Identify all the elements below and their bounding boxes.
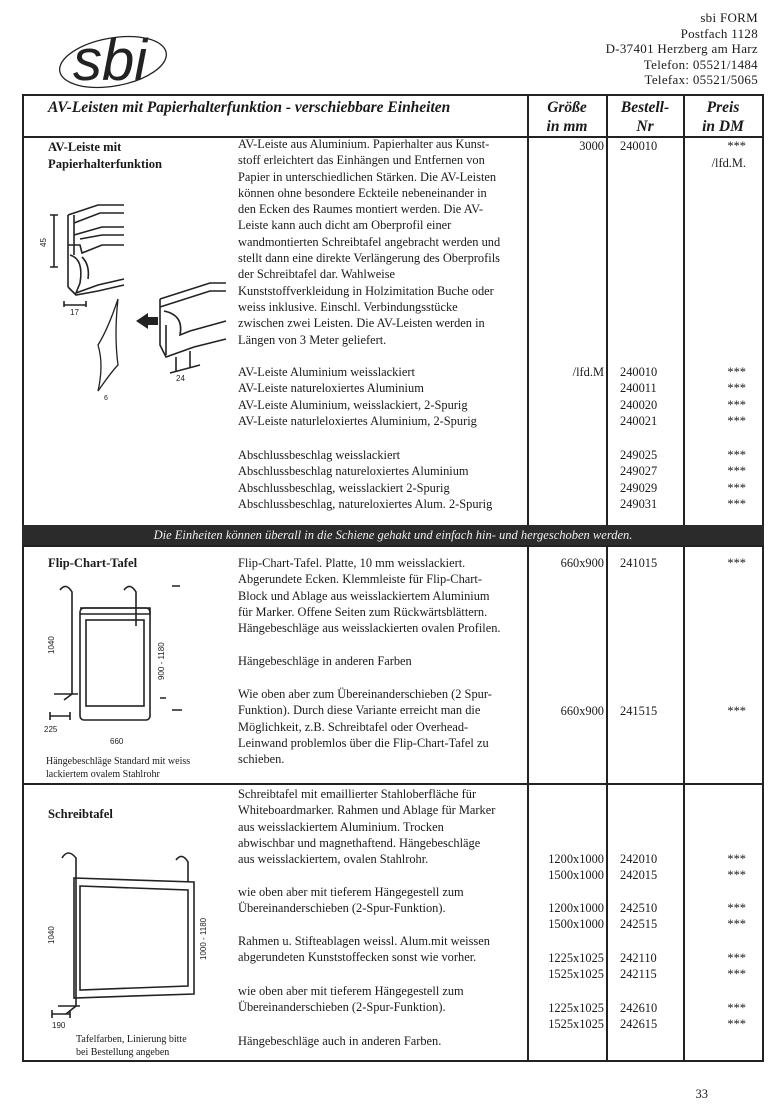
section2-description-line: Hängebeschläge aus weisslackierten ovalen Profilen.: [238, 621, 501, 636]
fitting-name: Abschlussbeschlag, natureloxiertes Alum. 2-Spurig: [238, 496, 493, 511]
section2-description-line: Flip-Chart-Tafel. Platte, 10 mm weisslackiert.: [238, 556, 466, 570]
section2-variant-line: schieben.: [238, 752, 285, 767]
section3-description-line: Schreibtafel mit emaillierter Stahloberfläche für: [238, 787, 477, 801]
section2-variant-line: Leinwand problemlos über die Flip-Chart-Tafel zu: [238, 735, 489, 750]
svg-text:24: 24: [176, 374, 185, 383]
flip-chart-drawing: [40, 576, 230, 752]
item-name: AV-Leiste Aluminium weisslackiert: [238, 365, 415, 379]
section2-nr: 241015: [620, 556, 658, 570]
company-name: sbi FORM: [700, 10, 758, 25]
section1-description-line: stellt dann eine direkte Verlängerung des Oberprofils: [238, 251, 500, 266]
section2-variant-size: 660x900: [560, 704, 604, 718]
section3-rows2-size: 1500x1000: [548, 917, 604, 932]
section1-description-line: AV-Leiste aus Aluminium. Papierhalter aus Kunst-: [238, 137, 490, 151]
section1-size: 3000: [579, 139, 604, 153]
section1-fittings-price: [690, 447, 746, 512]
section1-items-price: [690, 364, 746, 429]
section3-rows2-size: 1200x1000: [548, 901, 604, 915]
svg-text:6: 6: [104, 395, 108, 402]
section3-rows4-size: 1225x1025: [548, 1001, 604, 1015]
svg-text:190: 190: [52, 1021, 66, 1030]
bottom-rule: [22, 1060, 764, 1062]
section3-rows3-nr: 242110: [620, 951, 657, 965]
fitting-price: ***: [727, 480, 746, 495]
postbox: Postfach 1128: [680, 25, 758, 41]
section3-rows2-row: [528, 916, 746, 932]
city: D-37401 Herzberg am Harz: [605, 41, 758, 56]
right-border: [762, 94, 764, 1061]
page-number: 33: [695, 1087, 708, 1101]
fitting-name: Abschlussbeschlag weisslackiert: [238, 448, 401, 462]
av-leiste-drawing: [40, 195, 230, 445]
section2-variant-line: Funktion). Durch diese Variante erreicht man die: [238, 703, 481, 718]
item-price: ***: [727, 365, 746, 379]
fitting-nr: 249031: [620, 496, 658, 511]
fitting-nr: 249029: [620, 480, 658, 495]
fitting-price: ***: [727, 496, 746, 511]
section3-rows4-row: [528, 1016, 746, 1032]
logo-text: sbi: [73, 28, 148, 93]
section3-caption: Tafelfarben, Linierung bitte bei Bestellung angeben: [76, 1034, 187, 1058]
section3-rows-4: [528, 1000, 746, 1033]
section-rule: [22, 783, 764, 785]
section1-description-line: stoff erleichtert das Einhängen und Entfernen von: [238, 153, 485, 168]
section1-description: [238, 136, 528, 348]
section3-other-colors: Hängebeschläge auch in anderen Farben.: [238, 1034, 442, 1048]
svg-text:1040: 1040: [47, 926, 56, 944]
section1-description-line: Längen von 3 Meter geliefert.: [238, 332, 387, 347]
section3-description-line: abwischbar und magnethaftend. Hängebeschläge: [238, 835, 481, 850]
section3-variant-3: [238, 983, 528, 1016]
section3-rows4-nr: 242615: [620, 1017, 658, 1032]
section2-variant-nr: 241515: [620, 704, 658, 718]
info-band: Die Einheiten können überall in die Schiene gehakt und einfach hin- und hergeschoben werden.: [22, 525, 764, 545]
section1-description-line: Papier in unterschiedlichen Stärken. Die AV-Leisten: [238, 169, 497, 184]
section3-description-line: aus weisslackiertem Aluminium. Trocken: [238, 819, 444, 834]
section3-rows3-row: [528, 950, 746, 966]
section3-rows4-row: [528, 1000, 746, 1016]
svg-text:900 - 1180: 900 - 1180: [157, 642, 166, 680]
section3-rows2-price: ***: [727, 901, 746, 915]
item-nr: 240021: [620, 413, 658, 428]
section3-variant1-line: Übereinanderschieben (2-Spur-Funktion).: [238, 901, 446, 916]
section3-rows4-price: ***: [727, 1017, 746, 1032]
section3-description-line: aus weisslackiertem, ovalen Stahlrohr.: [238, 852, 429, 867]
section3-rows-2: [528, 900, 746, 933]
sbi-logo: [55, 14, 173, 94]
section2-other-colors: Hängebeschläge in anderen Farben: [238, 654, 412, 668]
col-rule-2b: [606, 545, 608, 1061]
order-nr-header: Bestell- Nr: [620, 99, 670, 135]
section3-rows1-price: ***: [727, 852, 746, 866]
section2-variant-line: Wie oben aber zum Übereinanderschieben (2 Spur-: [238, 687, 492, 701]
item-price: ***: [727, 397, 746, 412]
section3-rows1-size: 1200x1000: [548, 852, 604, 866]
section3-variant-2: [238, 933, 528, 966]
size-header: Größe in mm: [546, 99, 588, 135]
svg-text:1040: 1040: [47, 636, 56, 654]
left-border: [22, 94, 24, 1061]
section2-title: Flip-Chart-Tafel: [48, 556, 138, 570]
phone: Telefon: 05521/1484: [643, 56, 758, 72]
section1-items-size: /lfd.M: [572, 365, 604, 379]
section3-rows3-price: ***: [727, 951, 746, 965]
section3-rows2-row: [528, 900, 746, 916]
section3-rows4-nr: 242610: [620, 1001, 658, 1015]
section1-items-nr: [620, 364, 680, 429]
section3-variant-1: [238, 884, 528, 917]
section1-fittings: [238, 447, 528, 512]
item-nr: 240020: [620, 397, 658, 412]
section3-rows-3: [528, 950, 746, 983]
section3-rows1-size: 1500x1000: [548, 868, 604, 883]
fitting-price: ***: [727, 464, 746, 479]
section3-variant2-line: Rahmen u. Stifteablagen weissl. Alum.mit weissen: [238, 934, 490, 948]
section3-rows3-size: 1525x1025: [548, 967, 604, 982]
section3-rows4-size: 1525x1025: [548, 1017, 604, 1032]
section2-variant: [238, 686, 528, 767]
top-rule: [22, 94, 764, 96]
section2-variant-price: ***: [727, 704, 746, 718]
table-title: AV-Leisten mit Papierhalterfunktion - verschiebbare Einheiten: [48, 99, 451, 116]
item-name: AV-Leiste naturleloxiertes Aluminium, 2-Spurig: [238, 413, 477, 428]
schreibtafel-drawing: [40, 838, 230, 1028]
section2-size: 660x900: [560, 556, 604, 570]
svg-text:45: 45: [39, 238, 48, 247]
section1-price-unit: /lfd.M.: [711, 156, 746, 170]
section3-rows3-price: ***: [727, 967, 746, 982]
col-rule-3b: [683, 545, 685, 1061]
section3-description: [238, 786, 528, 867]
section1-description-line: Leiste kann auch dicht am Oberprofil einer: [238, 218, 452, 233]
section1-description-line: den Ecken des Raumes montiert werden. Die AV-: [238, 202, 484, 217]
section2-description-line: für Marker. Offene Seiten zum Rückwärtsblättern.: [238, 604, 488, 619]
section3-rows1-row: [528, 851, 746, 867]
section2-price: ***: [727, 556, 746, 570]
section1-items: [238, 364, 528, 429]
section2-description: [238, 555, 528, 636]
section3-rows1-nr: 242015: [620, 868, 658, 883]
section3-rows1-row: [528, 867, 746, 883]
svg-text:225: 225: [44, 725, 58, 734]
fitting-name: Abschlussbeschlag natureloxiertes Aluminium: [238, 464, 469, 479]
fitting-nr: 249025: [620, 448, 658, 462]
item-name: AV-Leiste Aluminium, weisslackiert, 2-Spurig: [238, 397, 468, 412]
svg-text:17: 17: [70, 308, 79, 317]
item-name: AV-Leiste natureloxiertes Aluminium: [238, 381, 424, 396]
section2-variant-line: Möglichkeit, z.B. Schreibtafel oder Overhead-: [238, 719, 469, 734]
price-header: Preis in DM: [702, 99, 744, 135]
section3-variant3-line: Übereinanderschieben (2-Spur-Funktion).: [238, 1000, 446, 1015]
company-address: [606, 10, 758, 88]
section3-rows3-nr: 242115: [620, 967, 657, 982]
section3-rows1-nr: 242010: [620, 852, 658, 866]
band-bottom-rule: [22, 545, 764, 547]
section1-description-line: Kunststoffverkleidung in Holzimitation Buche oder: [238, 283, 494, 298]
section3-title: Schreibtafel: [48, 807, 113, 821]
section1-price: ***: [727, 139, 746, 153]
section3-variant1-line: wie oben aber mit tieferem Hängegestell zum: [238, 885, 464, 899]
section1-title: AV-Leiste mit Papierhalterfunktion: [48, 140, 163, 171]
section2-description-line: Abgerundete Ecken. Klemmleiste für Flip-Chart-: [238, 572, 482, 587]
svg-text:660: 660: [110, 737, 124, 746]
section1-fittings-nr: [620, 447, 680, 512]
section3-rows3-size: 1225x1025: [548, 951, 604, 965]
section1-description-line: können ohne besondere Eckteile nebeneinander in: [238, 185, 487, 200]
item-price: ***: [727, 381, 746, 396]
section3-rows-1: [528, 851, 746, 884]
col-rule-3a: [683, 94, 685, 525]
section3-variant3-line: wie oben aber mit tieferem Hängegestell zum: [238, 984, 464, 998]
section3-rows2-price: ***: [727, 917, 746, 932]
fitting-nr: 249027: [620, 464, 658, 479]
col-rule-2a: [606, 94, 608, 525]
section3-rows1-price: ***: [727, 868, 746, 883]
section1-description-line: der Schreibtafel dar. Wahlweise: [238, 267, 396, 282]
section3-rows2-nr: 242515: [620, 917, 658, 932]
section3-variant2-line: abgerundeten Kunststoffecken sonst wie vorher.: [238, 950, 477, 965]
section3-description-line: Whiteboardmarker. Rahmen und Ablage für Marker: [238, 803, 496, 818]
section1-description-line: weiss inklusive. Einschl. Verbindungsstücke: [238, 299, 458, 314]
section1-nr: 240010: [620, 139, 658, 153]
section3-rows3-row: [528, 966, 746, 982]
fitting-price: ***: [727, 448, 746, 462]
section2-description-line: Block und Ablage aus weisslackiertem Aluminium: [238, 588, 490, 603]
svg-text:1000 - 1180: 1000 - 1180: [199, 917, 208, 960]
item-nr: 240010: [620, 365, 658, 379]
section1-description-line: wandmontierten Schreibtafel angebracht werden und: [238, 234, 501, 249]
item-nr: 240011: [620, 381, 657, 396]
section1-description-line: zwischen zwei Leisten. Die AV-Leisten werden in: [238, 316, 485, 331]
fax: Telefax: 05521/5065: [644, 72, 758, 87]
fitting-name: Abschlussbeschlag, weisslackiert 2-Spurig: [238, 480, 450, 495]
section3-rows4-price: ***: [727, 1001, 746, 1015]
item-price: ***: [727, 413, 746, 428]
section2-caption: Hängebeschläge Standard mit weiss lackiertem ovalem Stahlrohr: [46, 756, 191, 780]
section3-rows2-nr: 242510: [620, 901, 658, 915]
